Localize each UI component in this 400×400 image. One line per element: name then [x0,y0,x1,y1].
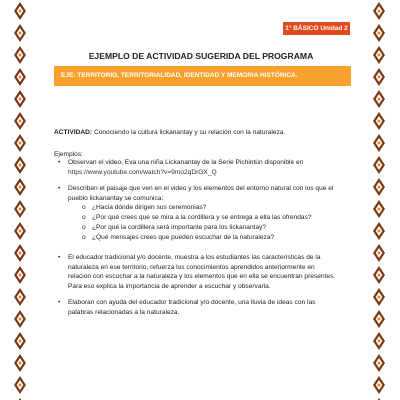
list-item-line: Observan el video, Eva una niña Lickanantay de la Serie Pichintún disponible en [68,159,304,166]
sub-list-item [82,203,207,213]
border-diamond-core [19,98,22,101]
examples-label: Ejemplos: [54,151,83,158]
border-diamond-core [19,10,22,13]
bullet-icon: • [58,159,61,166]
border-diamond-core [378,340,381,343]
list-item [58,253,347,291]
list-item [58,184,347,203]
list-item-line: Elaboran con ayuda del educador tradicional y/o docente, una lluvia de ideas con las [68,299,316,306]
video-link[interactable]: https://www.youtube.com/watch?v=9mo2qDrGX_Q [68,168,217,176]
border-diamond-core [19,274,22,277]
list-item-line: naturaleza en ese territorio, refuerza los conocimientos aprendidos anteriormente en [68,263,315,271]
list-item-line: relación con escuchar a la naturaleza y los elementos que en ella se encuentran presentes. [68,273,336,281]
border-diamond-core [19,208,22,211]
list-item-line: palabras relacionadas a la naturaleza. [68,308,180,316]
border-diamond-core [19,76,22,79]
border-diamond-core [378,208,381,211]
list-item-line: El educador tradicional y/o docente, muestra a los estudiantes las características de la [68,254,321,261]
list-item [58,298,347,317]
border-diamond-core [19,120,22,123]
list-item-line: Describen el paisaje que ven en el video y los elementos del entorno natural con los que el [68,185,334,192]
border-diamond-core [378,230,381,233]
border-diamond-core [19,318,22,321]
sub-bullet-icon: o [82,204,86,211]
page-title: EJEMPLO DE ACTIVIDAD SUGERIDA DEL PROGRAMA [88,51,314,61]
border-diamond-core [19,340,22,343]
border-diamond-core [19,362,22,365]
bullet-icon: • [58,254,61,261]
sub-list-item [82,233,275,243]
sub-list-item [82,223,267,233]
border-diamond-core [19,230,22,233]
border-diamond-core [378,120,381,123]
activity-line [54,129,354,136]
border-diamond-core [19,54,22,57]
sub-bullet-icon: o [82,234,86,241]
sub-list-item-text: ¿Qué mensajes crees que pueden escuchar de la naturaleza? [92,234,275,241]
activity-label: ACTIVIDAD: [54,129,93,136]
sub-list-item-text: ¿Por qué crees que se mira a la cordillera y se entrega a ella las ofrendas? [92,214,312,221]
list-item-line: Para eso explica la importancia de aprender a escuchar y observarla. [68,282,271,290]
border-diamond-core [378,54,381,57]
list-item-line: pueblo lickanantay se comunica: [68,194,164,202]
border-diamond-core [378,10,381,13]
left-decorative-border [14,0,26,400]
border-diamond-core [378,362,381,365]
border-diamond-core [19,164,22,167]
border-diamond-core [19,186,22,189]
bullet-icon: • [58,299,61,306]
list-item [58,158,347,177]
border-diamond-core [378,32,381,35]
border-diamond-core [378,318,381,321]
sub-list-item [82,213,312,223]
border-diamond-core [19,32,22,35]
border-diamond-core [19,384,22,387]
border-diamond-core [19,142,22,145]
sub-list-item-text: ¿Por qué la cordillera será importante para los lickanantay? [92,224,267,231]
right-decorative-border [373,0,385,400]
grade-unit-badge: 1° BÁSICO Unidad 2 [283,22,350,35]
border-diamond-core [378,384,381,387]
border-diamond-core [378,252,381,255]
border-diamond-core [378,296,381,299]
activity-text: Conociendo la cultura lickanantay y su relación con la naturaleza. [92,129,286,136]
border-diamond-core [378,142,381,145]
border-diamond-core [378,76,381,79]
sub-bullet-icon: o [82,214,86,221]
border-diamond-core [378,274,381,277]
bullet-icon: • [58,185,61,192]
border-diamond-core [378,186,381,189]
sub-bullet-icon: o [82,224,86,231]
eje-banner: EJE: TERRITORIO, TERRITORIALIDAD, IDENTIDAD Y MEMORIA HISTÓRICA. [54,66,351,86]
border-diamond-core [378,164,381,167]
border-diamond-core [378,98,381,101]
border-diamond-core [19,296,22,299]
border-diamond-core [19,252,22,255]
sub-list-item-text: ¿Hacia dónde dirigen sus ceremonias? [92,204,207,211]
